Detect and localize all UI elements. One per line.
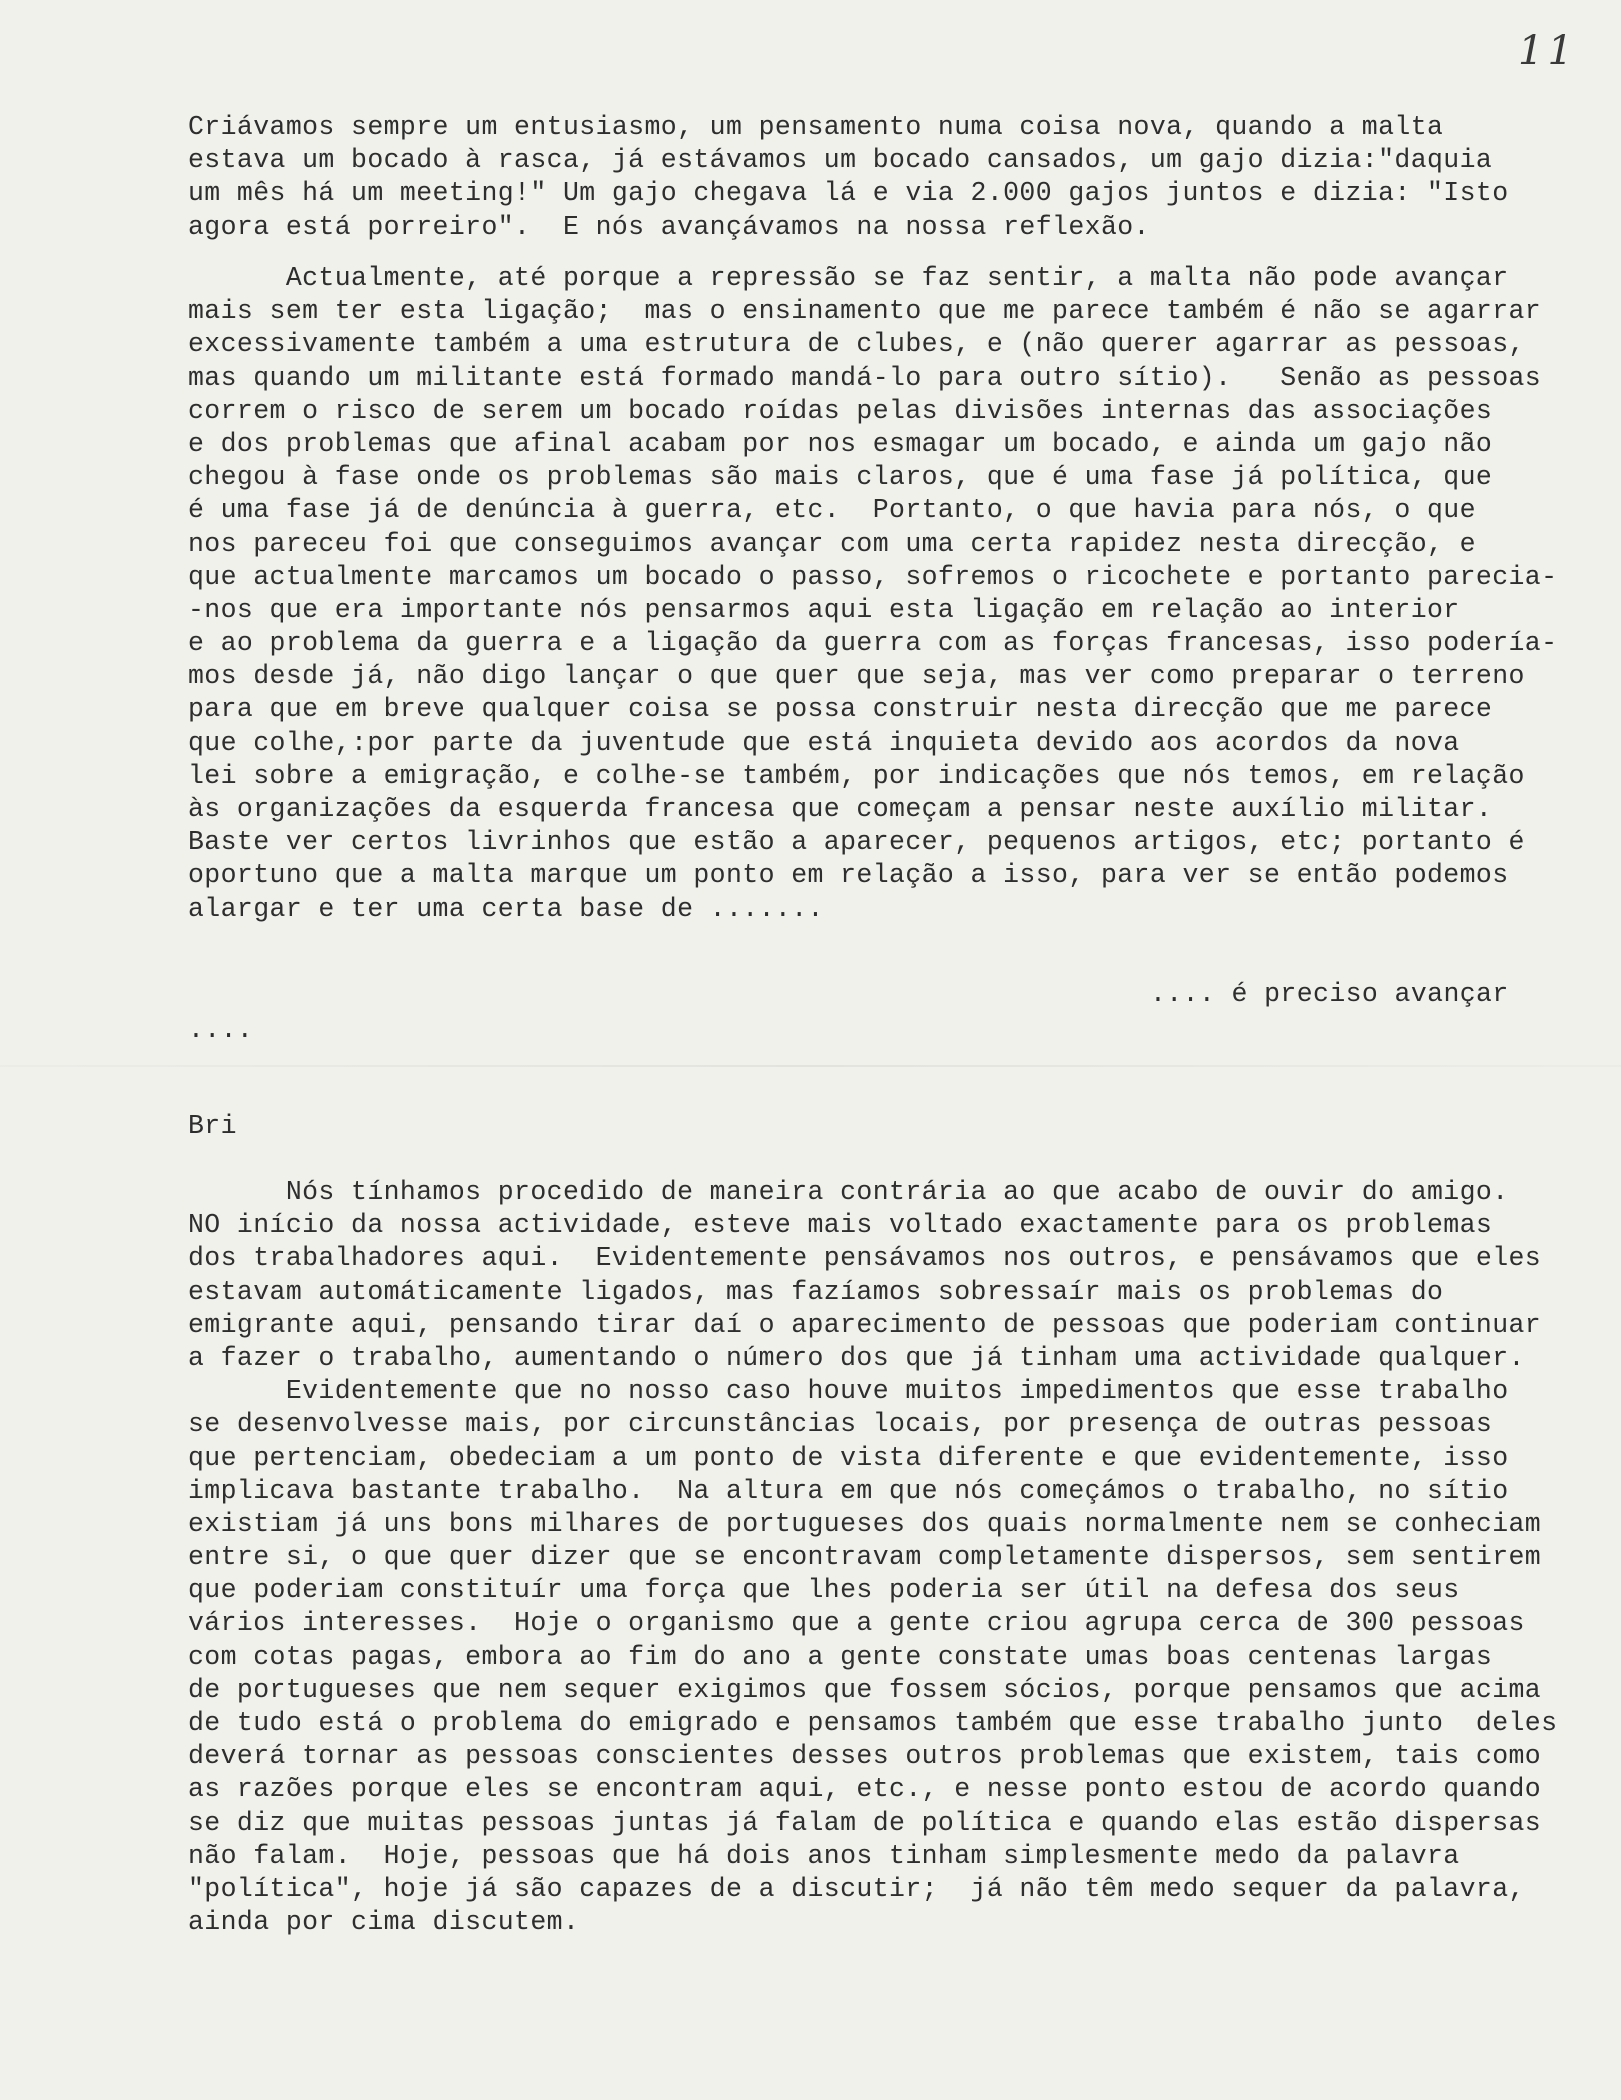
text-line: que pertenciam, obedeciam a um ponto de vista diferente e que evidentemente, isso: [188, 1442, 1509, 1473]
text-line: -nos que era importante nós pensarmos aqui esta ligação em relação ao interior: [188, 594, 1460, 625]
text-line: emigrante aqui, pensando tirar daí o aparecimento de pessoas que poderiam continuar: [188, 1309, 1542, 1340]
text-line: que colhe,:por parte da juventude que está inquieta devido aos acordos da nova: [188, 727, 1460, 758]
text-line: entre si, o que quer dizer que se encontravam completamente dispersos, sem sentirem: [188, 1542, 1542, 1573]
text-line: é uma fase já de denúncia à guerra, etc. Portanto, o que havia para nós, o que: [188, 495, 1476, 526]
text-line: implicava bastante trabalho. Na altura em que nós começámos o trabalho, no sítio: [188, 1475, 1509, 1506]
text-line: de tudo está o problema do emigrado e pensamos também que esse trabalho junto deles: [188, 1708, 1558, 1738]
text-line: não falam. Hoje, pessoas que há dois anos tinham simplesmente medo da palavra: [188, 1840, 1460, 1871]
text-line: NO início da nossa actividade, esteve mais voltado exactamente para os problemas: [188, 1210, 1493, 1241]
text-line: mas quando um militante está formado mandá-lo para outro sítio). Senão as pessoas: [188, 362, 1542, 393]
text-line: com cotas pagas, embora ao fim do ano a gente constate umas boas centenas largas: [188, 1641, 1493, 1672]
text-line: um mês há um meeting!" Um gajo chegava lá e via 2.000 gajos juntos e dizia: "Isto: [188, 178, 1509, 209]
text-line: estava um bocado à rasca, já estávamos um bocado cansados, um gajo dizia:"daquia: [188, 145, 1493, 176]
text-line: Actualmente, até porque a repressão se faz sentir, a malta não pode avançar: [188, 263, 1509, 293]
text-line: deverá tornar as pessoas conscientes desses outros problemas que existem, tais como: [188, 1741, 1542, 1772]
text-line: se desenvolvesse mais, por circunstâncias locais, por presença de outras pessoas: [188, 1409, 1493, 1440]
text-line: "política", hoje já são capazes de a discutir; já não têm medo sequer da palavra,: [188, 1873, 1525, 1904]
text-line: estavam automáticamente ligados, mas fazíamos sobressaír mais os problemas do: [188, 1276, 1444, 1307]
text-line: correm o risco de serem um bocado roídas pelas divisões internas das associações: [188, 395, 1493, 426]
page-number: 11: [1518, 28, 1577, 74]
paper-fold-line: [0, 1065, 1621, 1067]
text-line: Evidentemente que no nosso caso houve muitos impedimentos que esse trabalho: [188, 1376, 1509, 1407]
text-line: oportuno que a malta marque um ponto em relação a isso, para ver se então podemos: [188, 860, 1509, 891]
text-line: lei sobre a emigração, e colhe-se também, por indicações que nós temos, em relação: [188, 760, 1525, 791]
paragraph-opening: [188, 111, 1598, 244]
text-line: mais sem ter esta ligação; mas o ensinamento que me parece também é não se agarrar: [188, 296, 1542, 327]
text-line: de portugueses que nem sequer exigimos que fossem sócios, porque pensamos que acima: [188, 1674, 1542, 1705]
text-line: Baste ver certos livrinhos que estão a aparecer, pequenos artigos, etc; portanto é: [188, 827, 1525, 858]
text-line: chegou à fase onde os problemas são mais claros, que é uma fase já política, que: [188, 462, 1493, 493]
continuation-right: .... é preciso avançar: [1150, 979, 1509, 1009]
text-line: que actualmente marcamos um bocado o passo, sofremos o ricochete e portanto parecia-: [188, 561, 1558, 592]
text-line: às organizações da esquerda francesa que começam a pensar neste auxílio militar.: [188, 794, 1493, 824]
text-line: Nós tínhamos procedido de maneira contrária ao que acabo de ouvir do amigo.: [188, 1177, 1509, 1207]
text-line: e dos problemas que afinal acabam por nos esmagar um bocado, e ainda um gajo não: [188, 428, 1493, 459]
text-line: se diz que muitas pessoas juntas já falam de política e quando elas estão dispersas: [188, 1807, 1542, 1838]
text-line: ainda por cima discutem.: [188, 1907, 580, 1938]
text-line: alargar e ter uma certa base de .......: [188, 893, 824, 924]
text-line: nos pareceu foi que conseguimos avançar com uma certa rapidez nesta direcção, e: [188, 528, 1476, 559]
text-line: que poderiam constituír uma força que lhes poderia ser útil na defesa dos seus: [188, 1575, 1460, 1606]
text-line: e ao problema da guerra e a ligação da guerra com as forças francesas, isso podería-: [188, 628, 1558, 659]
text-line: existiam já uns bons milhares de portugueses dos quais normalmente nem se conheciam: [188, 1508, 1542, 1539]
paragraph-bri: [188, 1176, 1598, 1939]
paragraph-actualmente: [188, 262, 1598, 926]
speaker-label: Bri: [188, 1111, 237, 1141]
text-line: excessivamente também a uma estrutura de clubes, e (não querer agarrar as pessoas,: [188, 329, 1525, 360]
text-line: mos desde já, não digo lançar o que quer que seja, mas ver como preparar o terreno: [188, 661, 1525, 692]
text-line: vários interesses. Hoje o organismo que a gente criou agrupa cerca de 300 pessoas: [188, 1608, 1525, 1639]
text-line: as razões porque eles se encontram aqui, etc., e nesse ponto estou de acordo quando: [188, 1774, 1542, 1805]
text-line: dos trabalhadores aqui. Evidentemente pensávamos nos outros, e pensávamos que eles: [188, 1243, 1542, 1274]
text-line: para que em breve qualquer coisa se possa construir nesta direcção que me parece: [188, 694, 1493, 725]
continuation-left: ....: [188, 1015, 254, 1045]
text-line: agora está porreiro". E nós avançávamos na nossa reflexão.: [188, 211, 1150, 242]
text-line: a fazer o trabalho, aumentando o número dos que já tinham uma actividade qualquer.: [188, 1342, 1525, 1373]
text-line: Criávamos sempre um entusiasmo, um pensamento numa coisa nova, quando a malta: [188, 112, 1444, 142]
